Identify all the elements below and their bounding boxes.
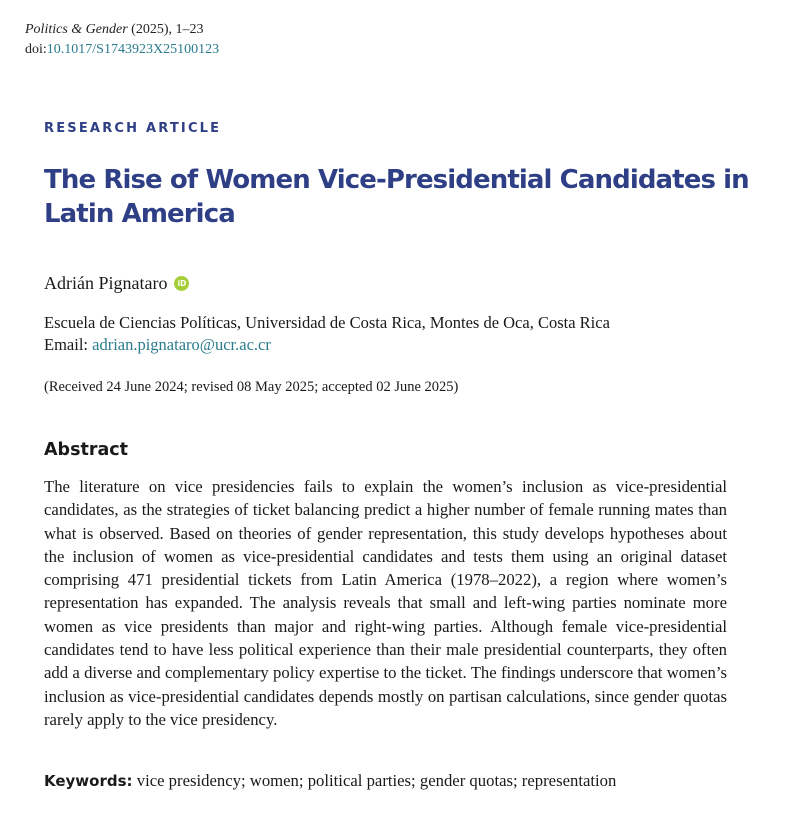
received-dates: (Received 24 June 2024; revised 08 May 2025; accepted 02 June 2025) (44, 379, 459, 395)
orcid-icon[interactable]: iD (174, 276, 189, 291)
article-header-meta (25, 20, 219, 60)
keywords-text: vice presidency; women; political parties; gender quotas; representation (132, 771, 617, 790)
abstract-heading: Abstract (44, 440, 129, 460)
affiliation: Escuela de Ciencias Políticas, Universidad de Costa Rica, Montes de Oca, Costa Rica (44, 313, 610, 332)
email-label: Email: (44, 335, 93, 354)
author-name: Adrián Pignataro (44, 273, 168, 293)
article-title: The Rise of Women Vice-Presidential Candidates in Latin America (44, 165, 749, 229)
email-line (44, 334, 610, 356)
affiliation-block (44, 312, 610, 356)
doi-link[interactable]: 10.1017/S1743923X25100123 (46, 42, 220, 57)
keywords-line (44, 770, 616, 792)
journal-name: Politics & Gender (25, 22, 128, 37)
abstract-text: The literature on vice presidencies fails to explain the women’s inclusion as vice-presidential candidates, as the strategies of ticket balancing predict a higher number of female running mates than what is observed. Based on theories of gender representation, this study develops hypotheses about the inclusion of women as vice-presidential candidates and tests them using an original dataset comprising 471 presidential tickets from Latin America (1978–2022), a region where women’s representation has expanded. The analysis reveals that small and left-wing parties nominate more women as vice presidents than major and right-wing parties. Although female vice-presidential candidates tend to have less political experience than their male presidential counterparts, they often add a diverse and complementary policy expertise to the ticket. The findings underscore that women’s inclusion as vice-presidential candidates depends mostly on partisan calculations, since gender quotas rarely apply to the vice presidency. (44, 477, 727, 729)
keywords-label: Keywords: (44, 772, 133, 790)
journal-citation (25, 20, 219, 40)
article-type-label: RESEARCH ARTICLE (44, 121, 222, 136)
author-line (44, 272, 189, 294)
doi-line (25, 40, 219, 60)
doi-prefix: doi: (25, 42, 47, 57)
email-link[interactable]: adrian.pignataro@ucr.ac.cr (92, 335, 271, 354)
journal-year-pages: (2025), 1–23 (127, 22, 204, 37)
